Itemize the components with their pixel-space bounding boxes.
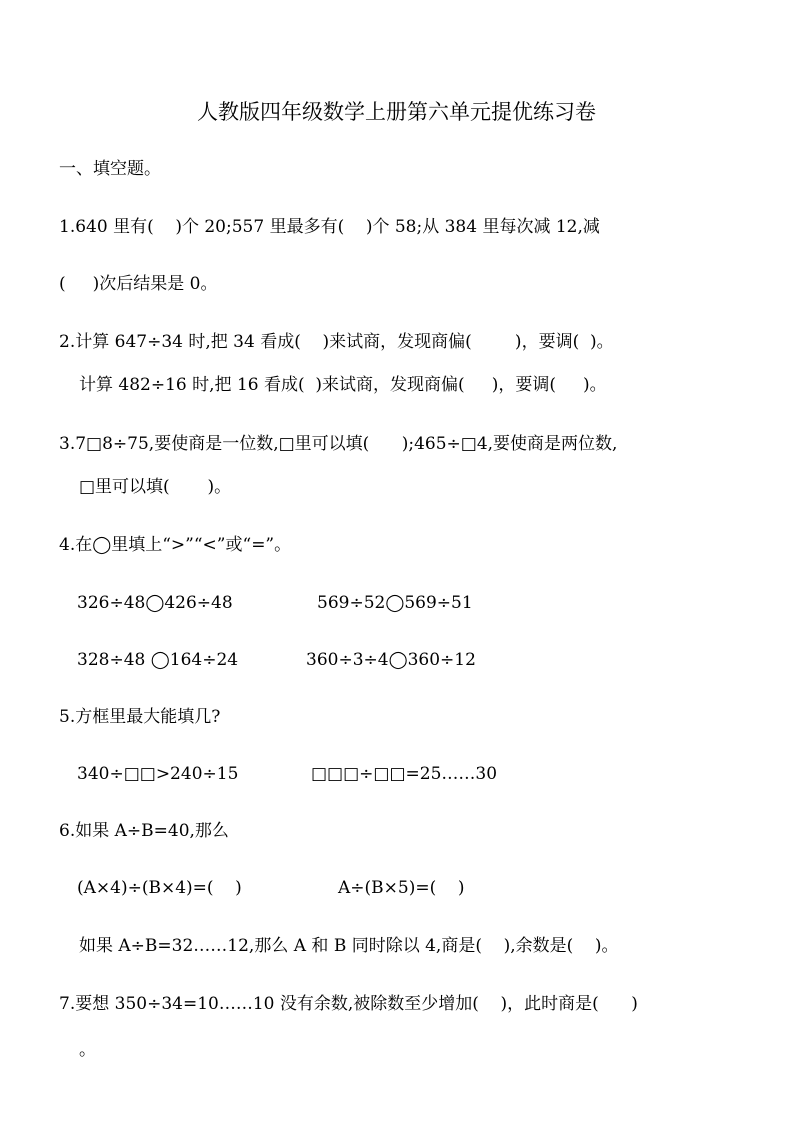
question-4-item-d: 360÷3÷4◯360÷12	[306, 650, 476, 670]
question-2-line-1: 2.计算 647÷34 时,把 34 看成( )来试商，发现商偏( )，要调( )。	[59, 332, 614, 352]
question-4-item-a: 326÷48◯426÷48	[77, 593, 233, 613]
question-7-line-1: 7.要想 350÷34=10……10 没有余数,被除数至少增加( )，此时商是( )	[59, 994, 638, 1014]
question-6-prompt: 6.如果 A÷B=40,那么	[59, 821, 229, 841]
question-5-item-b: □□□÷□□=25……30	[311, 764, 498, 784]
question-5-prompt: 5.方框里最大能填几?	[59, 707, 221, 727]
question-1-line-2: ( )次后结果是 0。	[59, 274, 218, 294]
question-4-prompt: 4.在◯里填上“>”“<”或“=”。	[59, 535, 292, 555]
question-6-item-b: A÷(B×5)=( )	[338, 878, 465, 898]
question-4-item-b: 569÷52◯569÷51	[317, 593, 473, 613]
question-4-item-c: 328÷48 ◯164÷24	[77, 650, 239, 670]
question-3-line-2: □里可以填( )。	[79, 477, 232, 497]
question-2-line-2: 计算 482÷16 时,把 16 看成( )来试商，发现商偏( )，要调( )。	[79, 375, 607, 395]
question-5-item-a: 340÷□□>240÷15	[77, 764, 239, 784]
question-6-line-2: 如果 A÷B=32……12,那么 A 和 B 同时除以 4,商是( ),余数是( )。	[79, 936, 619, 956]
question-7-line-2: 。	[79, 1040, 96, 1060]
question-3-line-1: 3.7□8÷75,要使商是一位数,□里可以填( );465÷□4,要使商是两位数,	[59, 434, 618, 454]
question-1-line-1: 1.640 里有( )个 20;557 里最多有( )个 58;从 384 里每次减 12,减	[59, 217, 600, 237]
question-6-item-a: (A×4)÷(B×4)=( )	[77, 878, 242, 898]
page-title: 人教版四年级数学上册第六单元提优练习卷	[197, 100, 596, 124]
section-heading: 一、填空题。	[59, 159, 161, 179]
